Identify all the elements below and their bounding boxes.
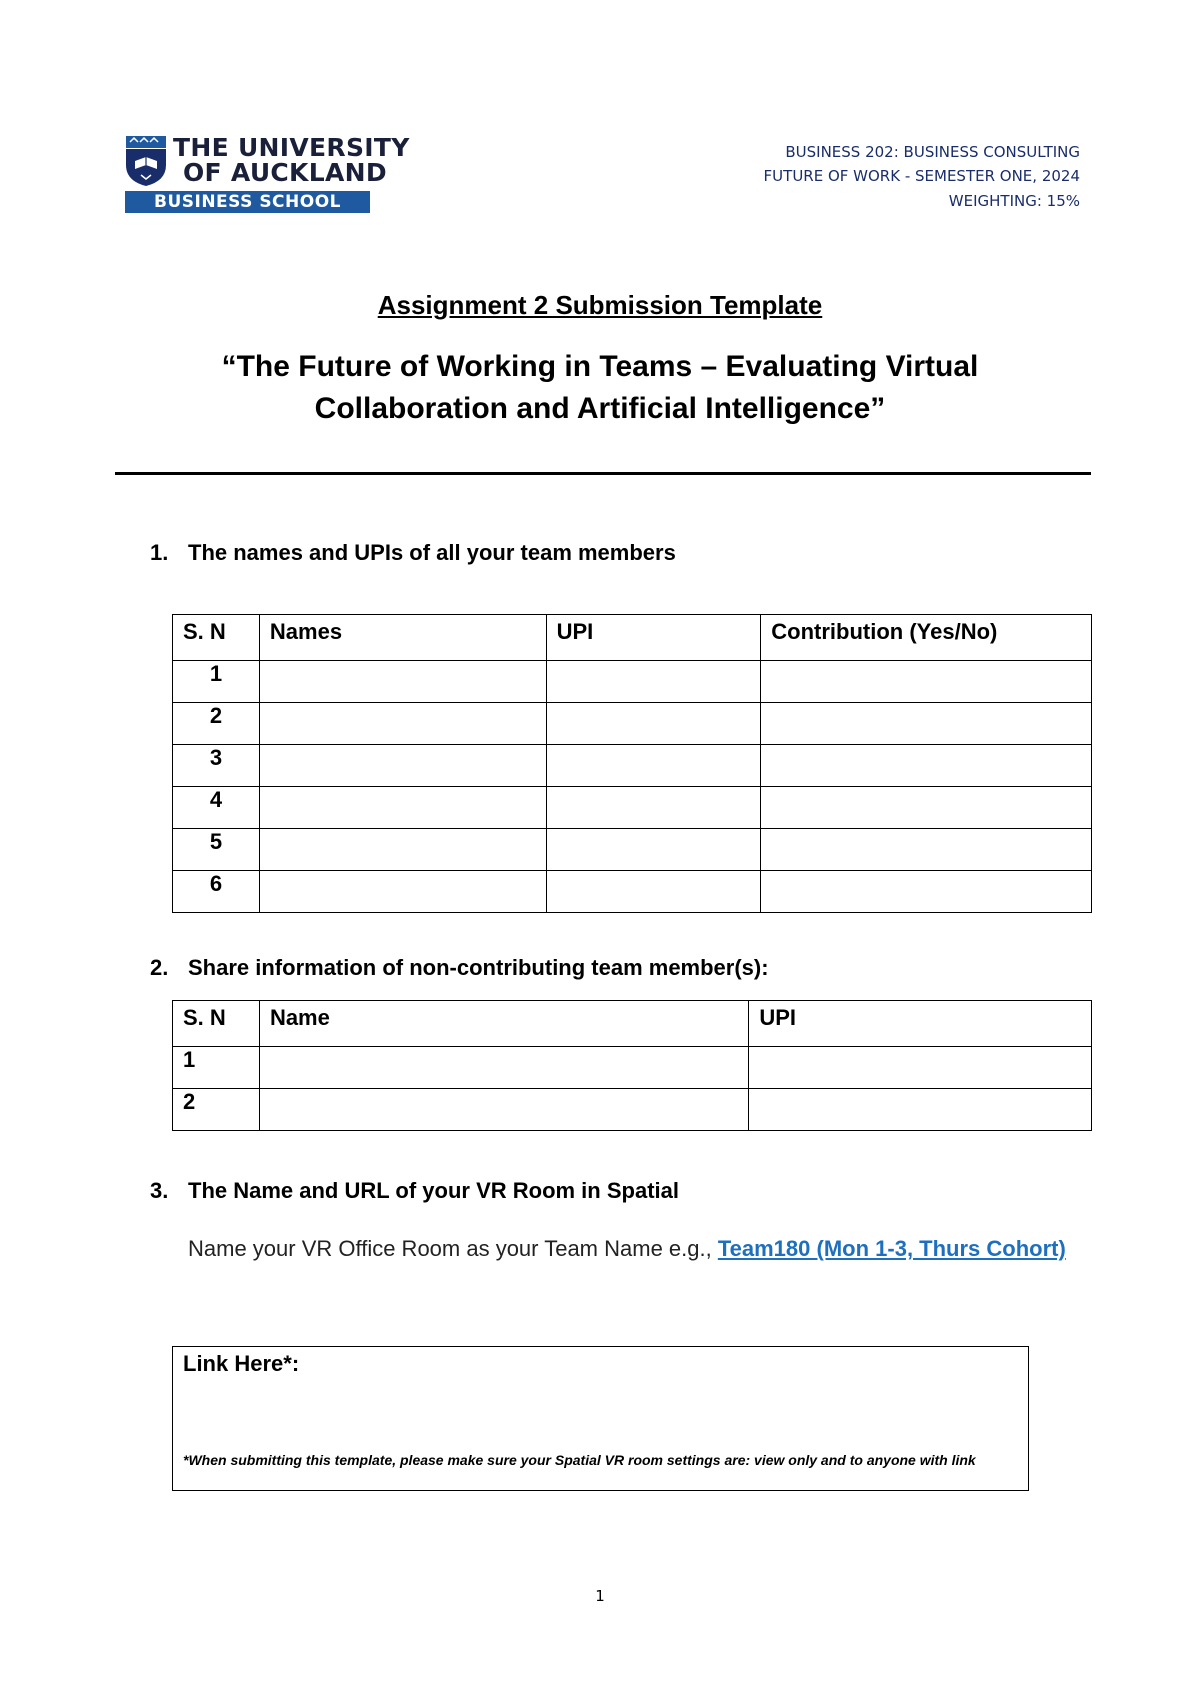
name-cell[interactable] [259, 703, 546, 745]
table-row [173, 661, 1092, 703]
serial-number-cell: 3 [173, 745, 260, 787]
column-header: UPI [749, 1001, 1092, 1047]
serial-number-cell: 1 [173, 661, 260, 703]
section2-number: 2. [150, 955, 169, 980]
horizontal-divider [115, 472, 1091, 475]
table-row [173, 703, 1092, 745]
table-row [173, 1047, 1092, 1089]
contribution-cell[interactable] [761, 871, 1092, 913]
name-cell[interactable] [259, 1047, 748, 1089]
logo-business-school-bar: BUSINESS SCHOOL [125, 191, 370, 213]
non-contributing-table [172, 1000, 1092, 1131]
assignment-title: Assignment 2 Submission Template [377, 290, 823, 320]
column-header: Contribution (Yes/No) [761, 615, 1092, 661]
upi-cell[interactable] [546, 661, 761, 703]
main-title-line1: “The Future of Working in Teams – Evaluating Virtual [221, 350, 979, 383]
name-cell[interactable] [259, 871, 546, 913]
link-box[interactable] [172, 1346, 1029, 1491]
column-header: Name [259, 1001, 748, 1047]
column-header: Names [259, 615, 546, 661]
section1-heading-text: The names and UPIs of all your team members [188, 540, 676, 565]
contribution-cell[interactable] [761, 787, 1092, 829]
upi-cell[interactable] [546, 787, 761, 829]
section3-heading-text: The Name and URL of your VR Room in Spatial [188, 1178, 679, 1203]
serial-number-cell: 6 [173, 871, 260, 913]
weighting-info: WEIGHTING: 15% [948, 192, 1080, 210]
table-row [173, 787, 1092, 829]
upi-cell[interactable] [749, 1089, 1092, 1131]
main-title [150, 346, 1050, 430]
serial-number-cell: 2 [173, 703, 260, 745]
logo-text-line2: OF AUCKLAND [183, 158, 387, 187]
upi-cell[interactable] [749, 1047, 1092, 1089]
name-cell[interactable] [259, 1089, 748, 1131]
logo-text-line1: THE UNIVERSITY [173, 133, 410, 162]
room-naming-text: Name your VR Office Room as your Team Name e.g., [188, 1236, 718, 1261]
page-number: 1 [595, 1587, 605, 1605]
section1-heading [150, 540, 676, 566]
link-label: Link Here*: [183, 1351, 300, 1376]
table-row [173, 1089, 1092, 1131]
table-row [173, 745, 1092, 787]
column-header: S. N [173, 1001, 260, 1047]
room-naming-note [188, 1233, 1088, 1265]
serial-number-cell: 5 [173, 829, 260, 871]
table-header-row [173, 1001, 1092, 1047]
contribution-cell[interactable] [761, 829, 1092, 871]
serial-number-cell: 2 [173, 1089, 260, 1131]
section3-number: 3. [150, 1178, 169, 1203]
column-header: S. N [173, 615, 260, 661]
table-row [173, 871, 1092, 913]
name-cell[interactable] [259, 661, 546, 703]
upi-cell[interactable] [546, 829, 761, 871]
table-row [173, 829, 1092, 871]
serial-number-cell: 4 [173, 787, 260, 829]
name-cell[interactable] [259, 829, 546, 871]
section1-number: 1. [150, 540, 169, 565]
table-header-row [173, 615, 1092, 661]
upi-cell[interactable] [546, 703, 761, 745]
section2-heading-text: Share information of non-contributing team member(s): [188, 955, 769, 980]
course-title: BUSINESS 202: BUSINESS CONSULTING [785, 143, 1080, 161]
contribution-cell[interactable] [761, 661, 1092, 703]
semester-info: FUTURE OF WORK - SEMESTER ONE, 2024 [763, 167, 1080, 185]
contribution-cell[interactable] [761, 703, 1092, 745]
section3-heading [150, 1178, 679, 1204]
university-logo [125, 133, 410, 217]
name-cell[interactable] [259, 745, 546, 787]
contribution-cell[interactable] [761, 745, 1092, 787]
upi-cell[interactable] [546, 745, 761, 787]
link-settings-note: *When submitting this template, please make sure your Spatial VR room settings are: view only and to anyone with link [183, 1452, 976, 1468]
team-members-table [172, 614, 1092, 913]
column-header: UPI [546, 615, 761, 661]
serial-number-cell: 1 [173, 1047, 260, 1089]
name-cell[interactable] [259, 787, 546, 829]
example-team-link[interactable]: Team180 (Mon 1-3, Thurs Cohort) [717, 1236, 1066, 1261]
upi-cell[interactable] [546, 871, 761, 913]
crest-icon [125, 135, 167, 187]
main-title-line2: Collaboration and Artificial Intelligence” [314, 392, 886, 425]
section2-heading [150, 955, 769, 981]
